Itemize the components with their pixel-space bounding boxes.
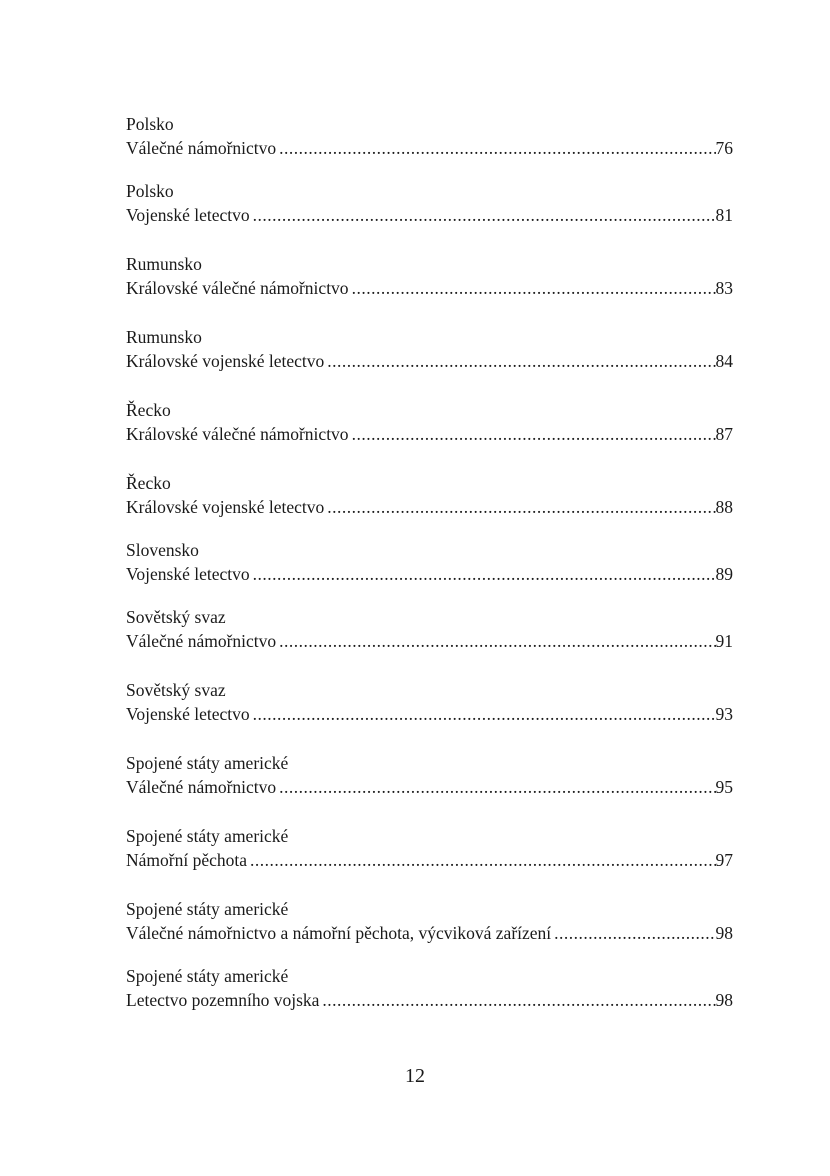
toc-page-number: 95 bbox=[715, 777, 733, 797]
toc-entry bbox=[126, 398, 733, 446]
toc-country: Slovensko bbox=[126, 540, 199, 560]
dot-leader bbox=[276, 775, 715, 799]
toc-page-number: 93 bbox=[715, 704, 733, 724]
toc-page-number: 87 bbox=[715, 424, 733, 444]
toc-entry bbox=[126, 964, 733, 1012]
toc-page-number: 81 bbox=[715, 205, 733, 225]
toc-line bbox=[126, 276, 733, 300]
toc-branch: Vojenské letectvo bbox=[126, 704, 250, 724]
toc-country: Spojené státy americké bbox=[126, 753, 289, 773]
toc-line bbox=[126, 775, 733, 799]
toc-line bbox=[126, 848, 733, 872]
toc-country: Polsko bbox=[126, 181, 174, 201]
dot-leader bbox=[276, 629, 715, 653]
toc-page-number: 91 bbox=[715, 631, 733, 651]
toc-page-number: 97 bbox=[715, 850, 733, 870]
toc-line bbox=[126, 562, 733, 586]
toc-page-number: 89 bbox=[715, 564, 733, 584]
dot-leader bbox=[349, 276, 716, 300]
dot-leader bbox=[276, 136, 715, 160]
toc-entry bbox=[126, 325, 733, 373]
toc-entry bbox=[126, 538, 733, 586]
toc-entry bbox=[126, 112, 733, 160]
toc-branch: Královské vojenské letectvo bbox=[126, 497, 325, 517]
toc-line bbox=[126, 422, 733, 446]
toc-country: Sovětský svaz bbox=[126, 607, 226, 627]
toc-entry bbox=[126, 678, 733, 726]
toc-entry bbox=[126, 471, 733, 519]
toc-page-number: 98 bbox=[715, 990, 733, 1010]
toc-country: Spojené státy americké bbox=[126, 899, 289, 919]
dot-leader bbox=[250, 702, 716, 726]
toc-line bbox=[126, 921, 733, 945]
toc-country: Spojené státy americké bbox=[126, 966, 289, 986]
toc-branch: Vojenské letectvo bbox=[126, 564, 250, 584]
toc-line bbox=[126, 495, 733, 519]
toc-entry bbox=[126, 824, 733, 872]
toc-country: Rumunsko bbox=[126, 254, 202, 274]
toc-branch: Letectvo pozemního vojska bbox=[126, 990, 320, 1010]
dot-leader bbox=[324, 495, 715, 519]
toc-line bbox=[126, 702, 733, 726]
toc-line bbox=[126, 203, 733, 227]
dot-leader bbox=[319, 988, 715, 1012]
toc-page-number: 83 bbox=[715, 278, 733, 298]
toc-entry bbox=[126, 252, 733, 300]
toc-line bbox=[126, 988, 733, 1012]
toc-country: Spojené státy americké bbox=[126, 826, 289, 846]
toc-entry bbox=[126, 179, 733, 227]
toc-page-number: 88 bbox=[715, 497, 733, 517]
toc-country: Sovětský svaz bbox=[126, 680, 226, 700]
toc-line bbox=[126, 136, 733, 160]
toc-country: Polsko bbox=[126, 114, 174, 134]
toc-page-number: 98 bbox=[715, 923, 733, 943]
toc-branch: Královské válečné námořnictvo bbox=[126, 424, 349, 444]
dot-leader bbox=[247, 848, 716, 872]
toc-line bbox=[126, 629, 733, 653]
dot-leader bbox=[349, 422, 716, 446]
page-number: 12 bbox=[405, 1065, 425, 1087]
toc-branch: Válečné námořnictvo bbox=[126, 777, 277, 797]
toc-page-number: 76 bbox=[715, 138, 733, 158]
toc-branch: Válečné námořnictvo bbox=[126, 631, 277, 651]
toc-country: Řecko bbox=[126, 473, 171, 493]
toc-country: Rumunsko bbox=[126, 327, 202, 347]
toc-line bbox=[126, 349, 733, 373]
dot-leader bbox=[250, 203, 716, 227]
toc-page-number: 84 bbox=[715, 351, 733, 371]
dot-leader bbox=[250, 562, 716, 586]
dot-leader bbox=[551, 921, 715, 945]
toc-branch: Vojenské letectvo bbox=[126, 205, 250, 225]
toc-branch: Královské vojenské letectvo bbox=[126, 351, 325, 371]
toc-branch: Námořní pěchota bbox=[126, 850, 247, 870]
toc-branch: Královské válečné námořnictvo bbox=[126, 278, 349, 298]
toc-entry bbox=[126, 605, 733, 653]
toc-branch: Válečné námořnictvo a námořní pěchota, výcviková zařízení bbox=[126, 923, 552, 943]
toc-entry bbox=[126, 751, 733, 799]
toc-entry bbox=[126, 897, 733, 945]
toc-country: Řecko bbox=[126, 400, 171, 420]
toc-branch: Válečné námořnictvo bbox=[126, 138, 277, 158]
dot-leader bbox=[324, 349, 715, 373]
